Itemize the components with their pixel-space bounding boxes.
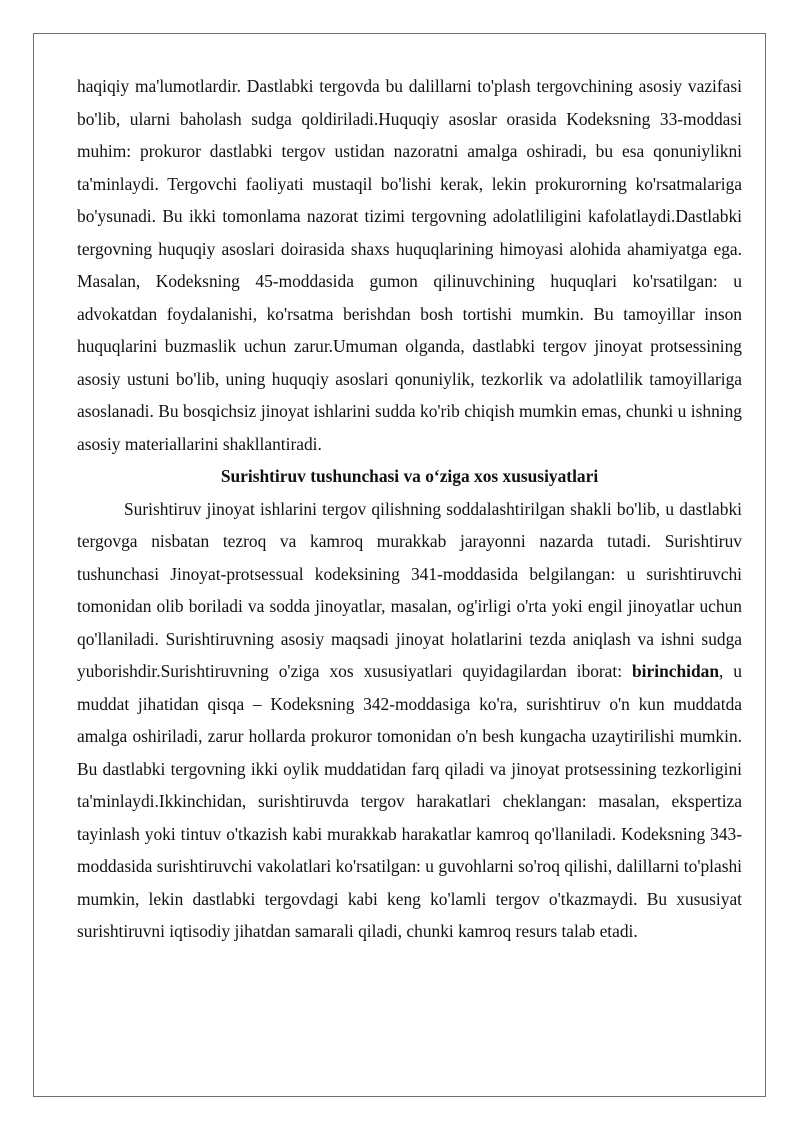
bold-term: birinchidan [632, 661, 720, 681]
paragraph-text-part: , u muddat jihatidan qisqa – Kodeksning 342-moddasiga ko'ra, surishtiruv o'n kun muddatda amalga oshiriladi, zarur hollarda prokuror tomonidan o'n besh kungacha uzaytirilishi mumkin. Bu dastlabki tergovning ikki oylik muddatidan farq qiladi va jinoyat protsessining tezkorligini ta'minlaydi.Ikkinchidan, surishtiruvda tergov harakatlari cheklangan: masalan, ekspertiza tayinlash yoki tintuv o'tkazish kabi murakkab harakatlar kamroq qo'llaniladi. Kodeksning 343-moddasida surishtiruvchi vakolatlari ko'rsatilgan: u guvohlarni so'roq qilishi, dalillarni to'plashi mumkin, lekin dastlabki tergovdagi kabi keng ko'lamli tergov o'tkazmaydi. Bu xususiyat surishtiruvni iqtisodiy jihatdan samarali qiladi, chunki kamroq resurs talab etadi. [77, 661, 743, 941]
document-body [77, 70, 742, 948]
paragraph-inquiry [77, 493, 742, 948]
section-heading: Surishtiruv tushunchasi va o‘ziga xos xususiyatlari [220, 466, 599, 486]
paragraph-legal-basis: haqiqiy ma'lumotlardir. Dastlabki tergovda bu dalillarni to'plash tergovchining asosiy vazifasi bo'lib, ularni baholash sudga qoldiriladi.Huquqiy asoslar orasida Kodeksning 33-moddasi muhim: prokuror dastlabki tergov ustidan nazoratni amalga oshiradi, bu esa qonuniylikni ta'minlaydi. Tergovchi faoliyati mustaqil bo'lishi kerak, lekin prokurorning ko'rsatmalariga bo'ysunadi. Bu ikki tomonlama nazorat tizimi tergovning adolatliligini kafolatlaydi.Dastlabki tergovning huquqiy asoslari doirasida shaxs huquqlarining himoyasi alohida ahamiyatga ega. Masalan, Kodeksning 45-moddasida gumon qilinuvchining huquqlari ko'rsatilgan: u advokatdan foydalanishi, ko'rsatma berishdan bosh tortishi mumkin. Bu tamoyillar inson huquqlarini buzmaslik uchun zarur.Umuman olganda, dastlabki tergov jinoyat protsessining asosiy ustuni bo'lib, uning huquqiy asoslari qonuniylik, tezkorlik va adolatlilik tamoyillariga asoslanadi. Bu bosqichsiz jinoyat ishlarini sudda ko'rib chiqish mumkin emas, chunki u ishning asosiy materiallarini shakllantiradi. [77, 76, 742, 454]
paragraph-text-part: Surishtiruv jinoyat ishlarini tergov qilishning soddalashtirilgan shakli bo'lib, u dastlabki tergovga nisbatan tezroq va kamroq murakkab jarayonni nazarda tutadi. Surishtiruv tushunchasi Jinoyat-protsessual kodeksining 341-moddasida belgilangan: u surishtiruvchi tomonidan olib boriladi va sodda jinoyatlar, masalan, og'irligi o'rta yoki engil jinoyatlar uchun qo'llaniladi. Surishtiruvning asosiy maqsadi jinoyat holatlarini tezda aniqlash va ishni sudga yuborishdir.Surishtiruvning o'ziga xos xususiyatlari quyidagilardan iborat: [77, 498, 742, 681]
